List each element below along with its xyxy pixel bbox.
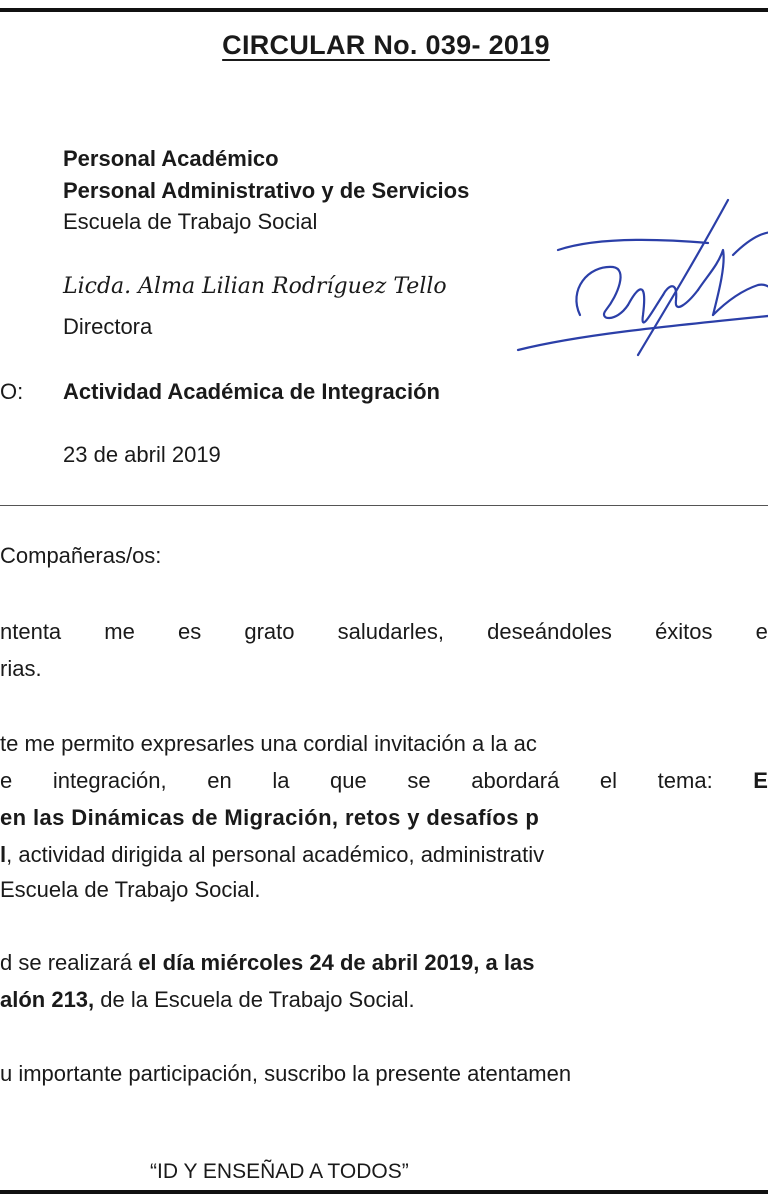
word: me	[104, 619, 135, 644]
motto: “ID Y ENSEÑAD A TODOS”	[150, 1160, 409, 1183]
word: E	[753, 768, 768, 793]
word: tema:	[657, 768, 713, 793]
word: e	[755, 619, 768, 644]
signature-mark	[518, 195, 768, 360]
recipient-administrative: Personal Administrativo y de Servicios	[63, 178, 470, 203]
word: integración,	[52, 768, 167, 793]
salutation: Compañeras/os:	[0, 543, 162, 568]
text-fragment: de la Escuela de Trabajo Social.	[94, 987, 415, 1012]
paragraph-2-line-4	[0, 841, 544, 869]
word: que	[330, 768, 367, 793]
date-text: 23 de abril 2019	[63, 442, 221, 467]
circular-title: CIRCULAR No. 039- 2019	[222, 30, 550, 60]
paragraph-2-line-5: Escuela de Trabajo Social.	[0, 877, 261, 902]
subject-label: O:	[0, 379, 24, 404]
divider-line	[0, 505, 768, 506]
bold-fragment: el día miércoles 24 de abril 2019, a las	[138, 950, 535, 975]
word: es	[177, 619, 202, 644]
recipient-school: Escuela de Trabajo Social	[63, 209, 318, 234]
paragraph-1-line-2: rias.	[0, 656, 42, 681]
bold-fragment: alón 213,	[0, 987, 95, 1012]
bold-fragment: l	[0, 842, 7, 867]
word: grato	[244, 619, 295, 644]
recipient-academic: Personal Académico	[63, 146, 279, 171]
word: saludarles,	[337, 619, 445, 644]
word: el	[599, 768, 618, 793]
word: deseándoles	[487, 619, 612, 644]
paragraph-2-line-3: en las Dinámicas de Migración, retos y desafíos p	[0, 805, 540, 830]
paragraph-3-line-2	[0, 986, 415, 1014]
word: e	[0, 768, 13, 793]
word: éxitos	[655, 619, 713, 644]
word: ntenta	[0, 619, 62, 644]
paragraph-3-line-1	[0, 949, 534, 977]
paragraph-2-line-2	[0, 767, 768, 795]
word: abordará	[471, 768, 560, 793]
paragraph-2-line-1: te me permito expresarles una cordial invitación a la ac	[0, 731, 537, 756]
text-fragment: d se realizará	[0, 950, 139, 975]
word: en	[207, 768, 232, 793]
sender-role: Directora	[63, 314, 153, 339]
word: la	[272, 768, 290, 793]
top-border	[0, 8, 768, 12]
text-fragment: , actividad dirigida al personal académico, administrativ	[6, 842, 545, 867]
subject-text: Actividad Académica de Integración	[63, 379, 440, 404]
paragraph-4: u importante participación, suscribo la presente atentamen	[0, 1061, 572, 1086]
paragraph-1-line-1	[0, 618, 768, 646]
sender-name: Licda. Alma Lilian Rodríguez Tello	[63, 274, 447, 299]
bottom-border	[0, 1190, 768, 1194]
word: se	[407, 768, 431, 793]
